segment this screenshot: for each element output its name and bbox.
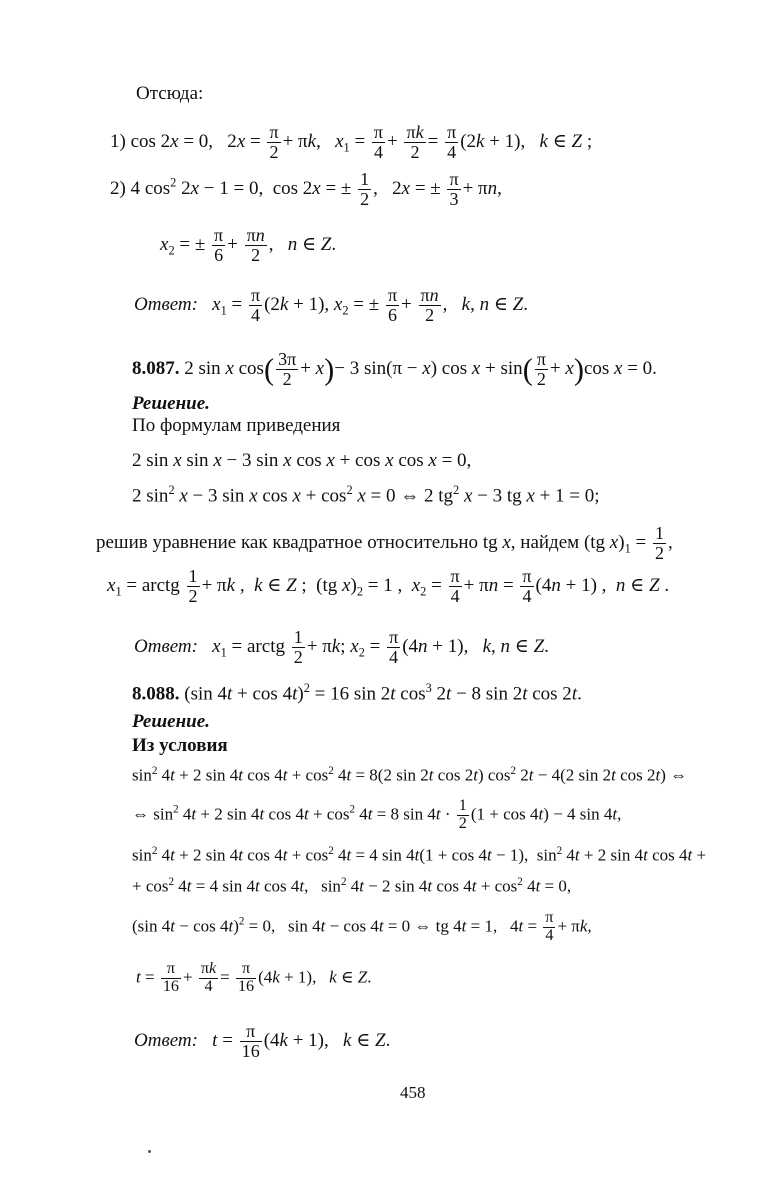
answer-label: Ответ: [134,293,198,315]
problem-88-number: 8.088. [132,683,180,705]
eq-87-step-2: 2 $\sin^2 x - 3$ sin x $\cos x + \cos^2 x = 0$ ⇔ 2 $tg^2$ x − 3 tg x + 1 = 0; [132,483,600,507]
answer-86: Ответ: $x_1$ = $\frac{\pi}{4}$ (2k + 1), $x_2$ = ± $\frac{\pi}{6}$ + $\frac{\pi n}{2}$ , k, n ∈ Z. [134,285,528,325]
answer-88: Ответ: t = $\frac{\pi}{16}$ (4k + 1), k ∈ Z. [134,1021,391,1061]
eq-88-result: t = $\frac{\pi}{16}$ + $\frac{\pi k}{4}$ = $\frac{\pi}{16}$ (4k + 1), k ∈ Z. [136,960,372,995]
eq-88-step-3: $\sin^2 4t + 2$ sin 4t $\cos 4t + \cos^2 4t = 4$ sin 4t(1 + cos 4t − 1), $\sin^2 4t + 2$ sin 4t cos 4t + [132,845,707,865]
eq-88-step-2: ⇔ $\sin^2 4t + 2$ sin 4t $\cos 4t + \cos^2 4t = 8$ sin 4t · $\frac{1}{2}$ (1 + cos 4t) − 4 sin 4t, [132,797,622,832]
case-2-formula: 2) 4 $\cos^2 2x - 1 = 0$, cos 2x = ± $\frac{1}{2}$ , 2x = ± $\frac{\pi}{3}$ + πn, [110,169,502,209]
page-number: 458 [400,1083,426,1102]
eq-88-step-4: + $\cos^2 4t = 4$ sin 4t cos 4t, $\sin^2 4t - 2$ sin 4t $\cos 4t + \cos^2 4t = 0$, [132,876,572,896]
eq-87-roots: $x_1$ = arctg $\frac{1}{2}$ + πk , k ∈ Z ; (tg $x)_2 = 1$ , $x_2$ = $\frac{\pi}{4}$ + πn = $\frac{\pi}{4}$ (4n + 1) , n ∈ Z . [107,566,670,606]
solution-label-88: Решение. [132,711,210,732]
solution-label-87: Решение. [132,393,210,414]
solve-quadratic-text: решив уравнение как квадратное относительно tg x, найдем (tg $x)_1$ = $\frac{1}{2}$ , [96,523,673,563]
heading-otsyuda: Отсюда: [136,83,204,104]
scan-speck [148,1150,151,1153]
problem-88-statement: 8.088. (sin 4t + cos 4t)$^2$ = 16 sin 2t $\cos^3 2t - 8$ sin 2t cos 2t. [132,681,582,705]
problem-87-statement: 8.087. 2 sin x cos( $\frac{3\pi}{2}$ + x)− 3 sin(π − x) cos x + sin( $\frac{\pi}{2}$ + x)cos x = 0. [132,349,657,389]
answer-87: Ответ: $x_1$ = arctg $\frac{1}{2}$ + πk; $x_2$ = $\frac{\pi}{4}$ (4n + 1), k, n ∈ Z. [134,627,549,667]
case-1-formula: 1) cos 2x = 0, 2x = $\frac{\pi}{2}$ + πk, $x_1$ = $\frac{\pi}{4}$ + $\frac{\pi k}{2}$ = $\frac{\pi}{4}$ (2k + 1), k ∈ Z ; [110,122,593,162]
condition-text: Из условия [132,735,228,756]
case-2-result: $x_2$ = ± $\frac{\pi}{6}$ + $\frac{\pi n}{2}$ , n ∈ Z. [160,225,337,265]
eq-88-step-5: (sin 4t − cos 4t)$^2$ = 0, sin 4t − cos 4t = 0 ⇔ tg 4t = 1, 4t = $\frac{\pi}{4}$ + πk, [132,909,592,944]
eq-87-step-1: 2 sin x sin x − 3 sin x cos x + cos x cos x = 0, [132,450,472,471]
reduction-text: По формулам приведения [132,415,341,436]
eq-88-step-1: $\sin^2 4t + 2$ sin 4t $\cos 4t + \cos^2 4t = 8(2$ sin 2t cos 2t) $\cos^2 2t - 4(2$ sin 2t cos 2t) ⇔ [132,765,688,785]
problem-87-number: 8.087. [132,357,180,379]
